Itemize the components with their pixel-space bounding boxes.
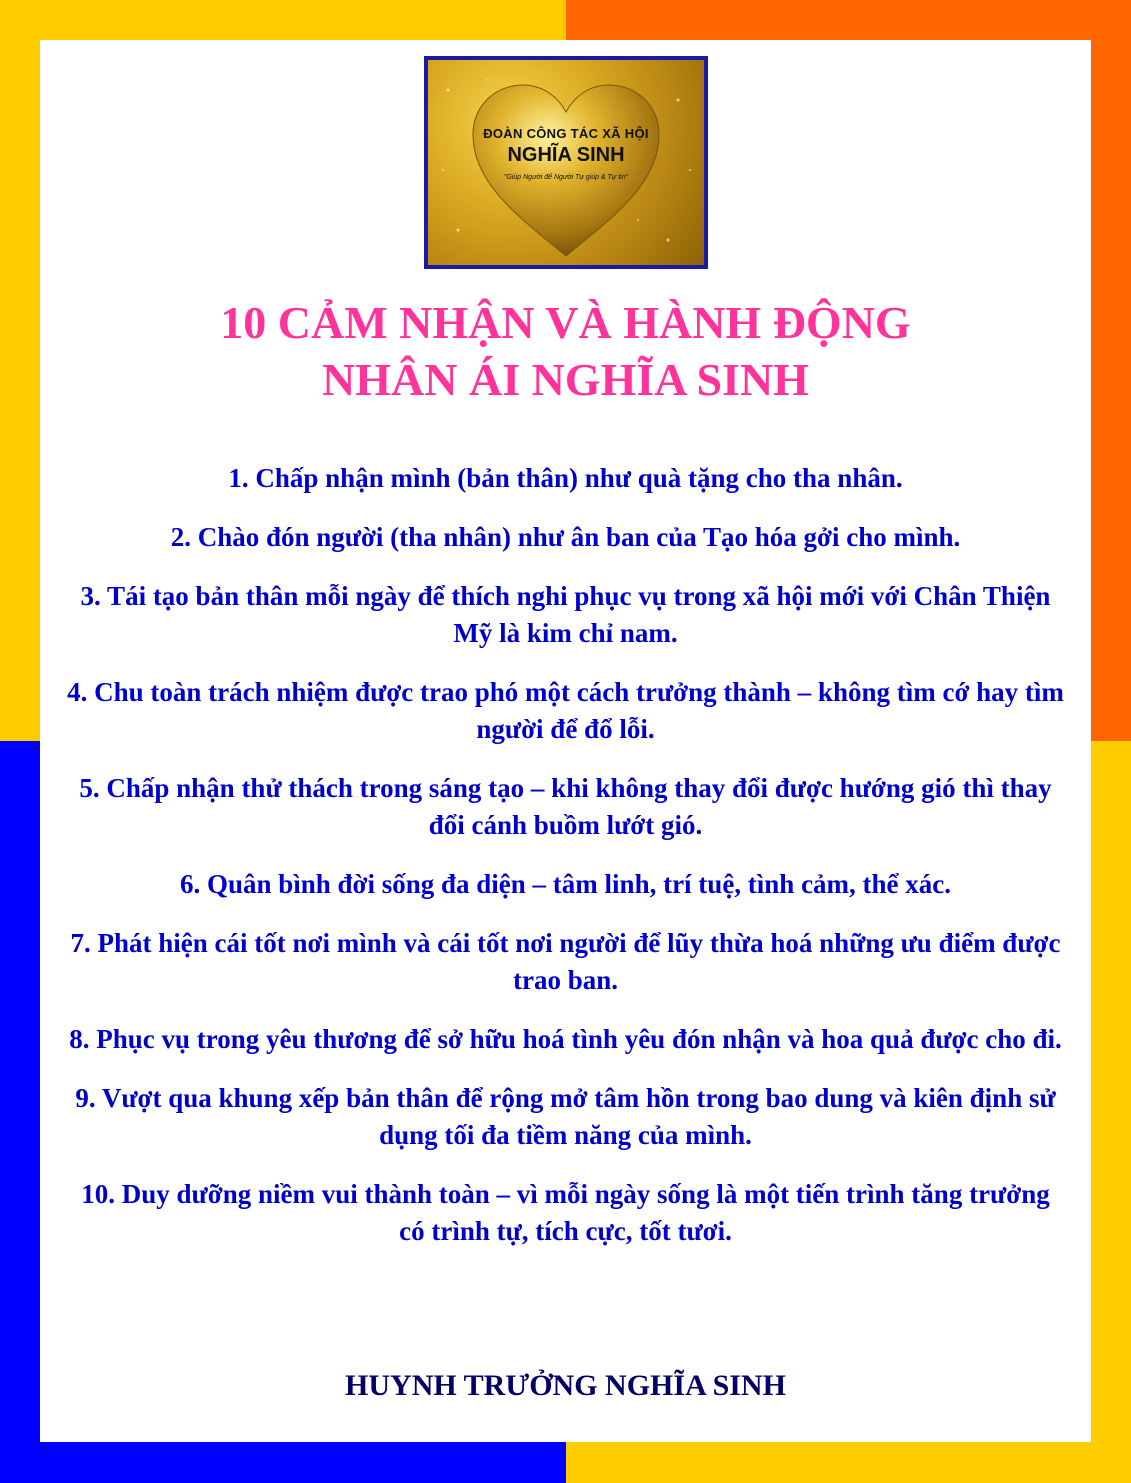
logo-org-line: ĐOÀN CÔNG TÁC XÃ HỘI bbox=[483, 126, 649, 141]
title-line-2: NHÂN ÁI NGHĨA SINH bbox=[322, 354, 809, 405]
logo-motto: "Giúp Người để Người Tự giúp & Tự tin" bbox=[503, 174, 629, 181]
signature: HUYNH TRƯỞNG NGHĨA SINH bbox=[345, 1369, 786, 1402]
title-line-1: 10 CẢM NHẬN VÀ HÀNH ĐỘNG bbox=[220, 297, 911, 348]
list-item: 4. Chu toàn trách nhiệm được trao phó một cách trưởng thành – không tìm cớ hay tìm người để đổ lỗi. bbox=[67, 677, 1064, 744]
list-item: 3. Tái tạo bản thân mỗi ngày để thích nghi phục vụ trong xã hội mới với Chân Thiện Mỹ là kim chỉ nam. bbox=[80, 581, 1051, 648]
list-item: 1. Chấp nhận mình (bản thân) như quà tặng cho tha nhân. bbox=[228, 463, 903, 493]
list-item: 8. Phục vụ trong yêu thương để sở hữu hoá tình yêu đón nhận và hoa quả được cho đi. bbox=[69, 1024, 1062, 1054]
logo bbox=[424, 56, 708, 269]
list-item: 6. Quân bình đời sống đa diện – tâm linh, trí tuệ, tình cảm, thể xác. bbox=[179, 869, 952, 899]
list-item: 2. Chào đón người (tha nhân) như ân ban của Tạo hóa gởi cho mình. bbox=[170, 522, 961, 552]
list-item: 7. Phát hiện cái tốt nơi mình và cái tốt nơi người để lũy thừa hoá những ưu điểm được trao ban. bbox=[70, 928, 1061, 995]
list-item: 10. Duy dưỡng niềm vui thành toàn – vì mỗi ngày sống là một tiến trình tăng trưởng có trình tự, tích cực, tốt tươi. bbox=[81, 1179, 1050, 1246]
logo-name: NGHĨA SINH bbox=[507, 144, 625, 166]
list-item: 9. Vượt qua khung xếp bản thân để rộng mở tâm hồn trong bao dung và kiên định sử dụng tối đa tiềm năng của mình. bbox=[75, 1083, 1056, 1150]
principles-list bbox=[66, 460, 1065, 1272]
list-item: 5. Chấp nhận thử thách trong sáng tạo – khi không thay đổi được hướng gió thì thay đổi cánh buồm lướt gió. bbox=[79, 773, 1052, 840]
page-title bbox=[40, 294, 1091, 408]
